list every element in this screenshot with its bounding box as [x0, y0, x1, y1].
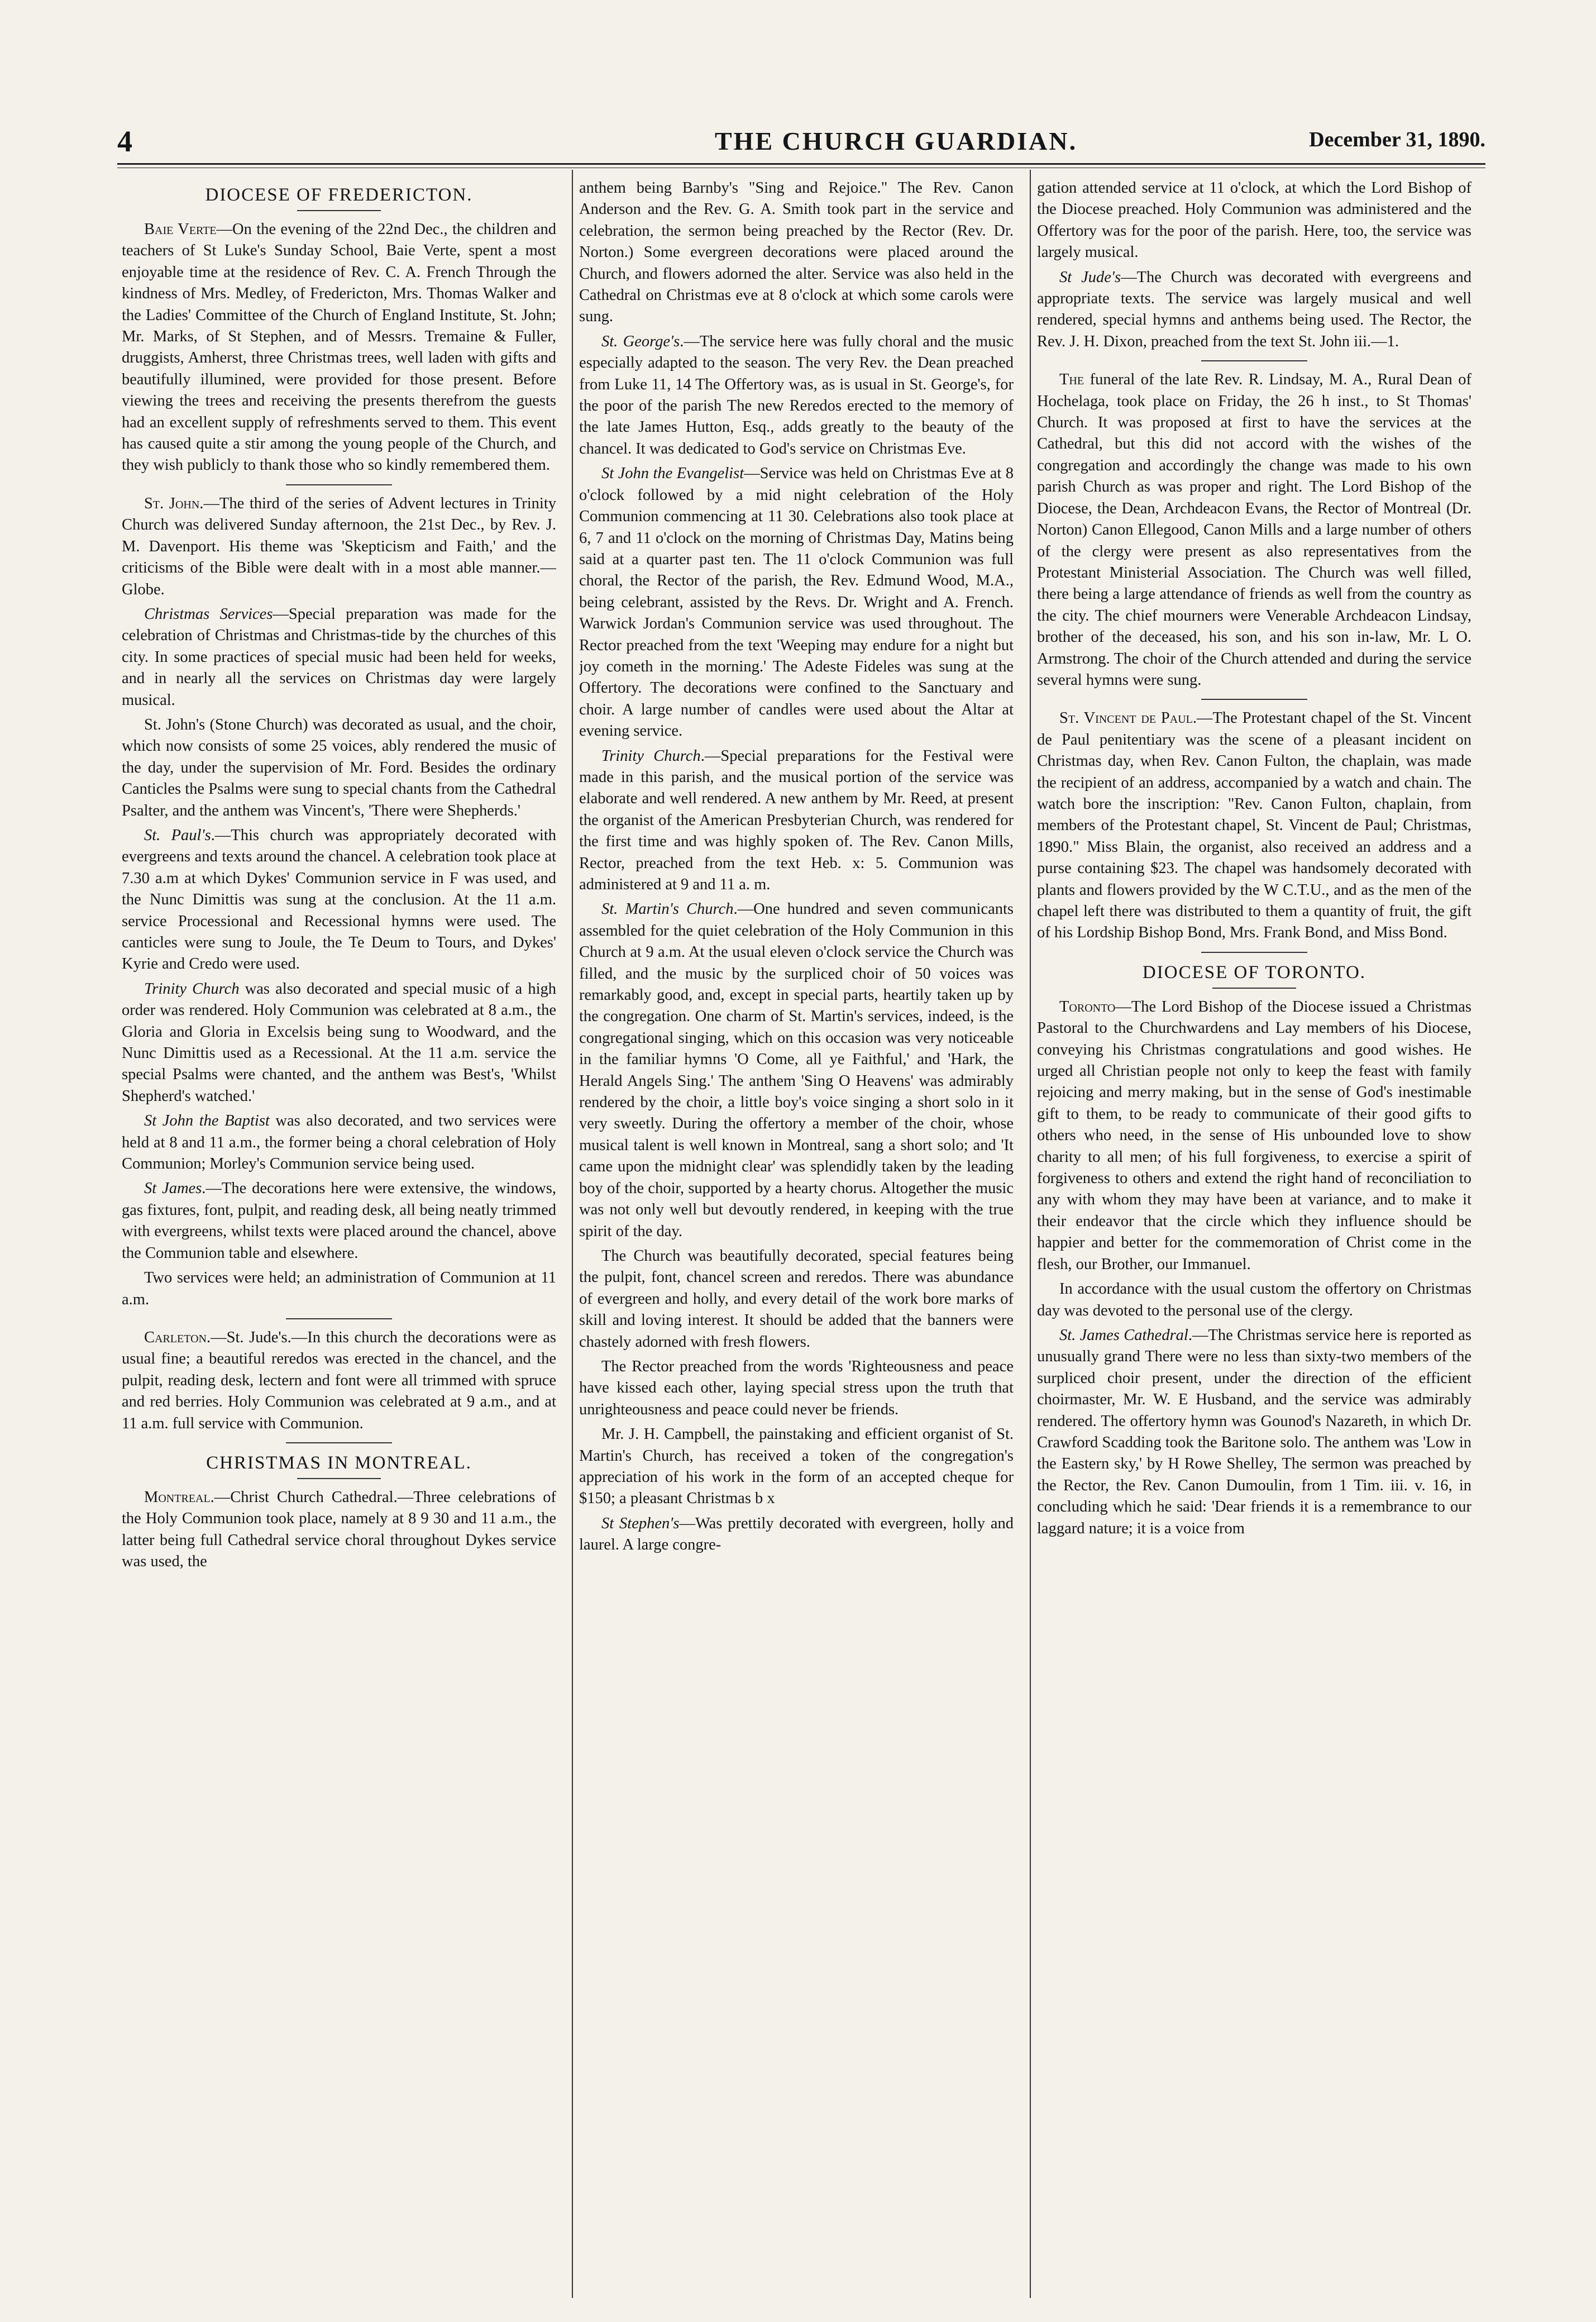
- article-paragraph: Carleton.—St. Jude's.—In this church the decorations were as usual fine; a beautiful reredos was erected in the chancel, and the pulpit, reading desk, lectern and font were all trimmed with spruce and red berries. Holy Communion was celebrated at 9 a.m., and at 11 a.m. full service with Communion.: [122, 1328, 556, 1432]
- article-separator: [1201, 360, 1307, 361]
- article-paragraph: The Rector preached from the words 'Righteousness and peace have kissed each other, laying special stress upon the truth that unrighteousness and peace could never be friends.: [579, 1357, 1014, 1418]
- article-paragraph: St. George's.—The service here was fully choral and the music especially adapted to the season. The very Rev. the Dean preached from Luke 11, 14 The Offertory was, as is usual in St. George's, for the poor of the parish The new Reredos erected to the memory of the late James Hutton, Esq., adds greatly to the beauty of the chancel. It was dedicated to God's service on Christmas Eve.: [579, 332, 1014, 457]
- article-separator: [286, 1442, 392, 1443]
- article-paragraph: St Stephen's—Was prettily decorated with evergreen, holly and laurel. A large congre-: [579, 1514, 1014, 1554]
- heading-separator: [297, 210, 381, 211]
- page-number: 4: [117, 125, 132, 158]
- article-paragraph: Trinity Church was also decorated and special music of a high order was rendered. Holy Communion was celebrated at 8 a.m., the Gloria and Gloria in Excelsis being sung to Woodward, and the Nunc Dimittis used as a Recessional. At the 11 a.m. service the special Psalms were chanted, and the anthem was Best's, 'Whilst Shepherd's watched.': [122, 980, 556, 1105]
- article-paragraph: St John the Baptist was also decorated, and two services were held at 8 and 11 a.m., the former being a choral celebration of Holy Communion; Morley's Communion service being used.: [122, 1112, 556, 1173]
- section-heading-fredericton: DIOCESE OF FREDERICTON.: [205, 185, 473, 205]
- article-paragraph: anthem being Barnby's "Sing and Rejoice." The Rev. Canon Anderson and the Rev. G. A. Smith took part in the service and celebration, the sermon being preached by the Rector (Rev. Dr. Norton.) Some evergreen decorations were placed around the Church, and flowers adorned the alter. Service was also held in the Cathedral on Christmas eve at 8 o'clock at which some carols were sung.: [579, 179, 1014, 326]
- newspaper-title: THE CHURCH GUARDIAN.: [715, 127, 1078, 155]
- article-paragraph: Montreal.—Christ Church Cathedral.—Three celebrations of the Holy Communion took place, namely at 8 9 30 and 11 a.m., the latter being full Cathedral service choral throughout Dykes service was used, the: [122, 1488, 556, 1571]
- article-separator: [286, 484, 392, 485]
- article-paragraph: Baie Verte—On the evening of the 22nd Dec., the children and teachers of St Luke's Sunday School, Baie Verte, spent a most enjoyable time at the residence of Rev. C. A. French Through the kindness of Mrs. Medley, of Fredericton, Mrs. Thomas Walker and the Ladies' Committee of the Church of England Institute, St. John; Mr. Marks, of St Stephen, and of Messrs. Tremaine & Fuller, druggists, Amherst, three Christmas trees, well laden with gifts and beautifully illumined, were provided for those present. Before viewing the trees and receiving the presents therefrom the guests had an excellent supply of refreshments served to them. This event has caused quite a stir among the young people of the Church, and they wish publicly to thank those who so kindly remembered them.: [122, 221, 556, 474]
- article-paragraph: In accordance with the usual custom the offertory on Christmas day was devoted to the personal use of the clergy.: [1037, 1280, 1471, 1319]
- masthead-rule: [117, 163, 1485, 165]
- article-paragraph: St Jude's—The Church was decorated with evergreens and appropriate texts. The service was largely musical and well rendered, special hymns and anthems being used. The Rector, the Rev. J. H. Dixon, preached from the text St. John iii.—1.: [1037, 268, 1471, 350]
- article-paragraph: The Church was beautifully decorated, special features being the pulpit, font, chancel screen and reredos. There was abundance of evergreen and holly, and every detail of the work bore marks of skill and loving interest. It should be added that the banners were chastely adorned with fresh flowers.: [579, 1247, 1014, 1351]
- article-paragraph: St. Martin's Church.—One hundred and seven communicants assembled for the quiet celebration of the Holy Communion in this Church at 9 a.m. At the usual eleven o'clock service the Church was filled, and the music by the surpliced choir of 50 voices was remarkably good, and, except in special parts, heartily taken up by the congregation. One charm of St. Martin's services, indeed, is the congregational singing, which on this occasion was very noticeable in the familiar hymns 'O Come, all ye Faithful,' and 'Hark, the Herald Angels Sing.' The anthem 'Sing O Heavens' was admirably rendered by the choir, a little boy's voice singing a short solo in it very sweetly. During the offertory a member of the choir, whose musical talent is well known in Montreal, sang a short solo; and 'It came upon the midnight clear' was splendidly taken by the leading boy of the choir, supported by a hearty chorus. Altogether the music was not only well but devoutly rendered, in keeping with the true spirit of the day.: [579, 900, 1014, 1240]
- article-paragraph: St James.—The decorations here were extensive, the windows, gas fixtures, font, pulpit, and reading desk, all being neatly trimmed with evergreens, whilst texts were placed around the chancel, above the Communion table and elsewhere.: [122, 1180, 556, 1262]
- article-paragraph: Two services were held; an administration of Communion at 11 a.m.: [122, 1269, 556, 1308]
- article-paragraph: St. John.—The third of the series of Advent lectures in Trinity Church was delivered Sunday afternoon, the 21st Dec., by Rev. J. M. Davenport. His theme was 'Skepticism and Faith,' and the criticisms of the Bible were dealt with in a most able manner.—Globe.: [122, 494, 556, 598]
- article-paragraph: The funeral of the late Rev. R. Lindsay, M. A., Rural Dean of Hochelaga, took place on Friday, the 26 h inst., to St Thomas' Church. It was proposed at first to have the services at the Cathedral, but this did not accord with the wishes of the congregation and accordingly the change was made to his own parish Church as was proper and right. The Lord Bishop of the Diocese, the Dean, Archdeacon Evans, the Rector of Montreal (Dr. Norton) Canon Ellegood, Canon Mills and a large number of others of the clergy were present as also representatives from the Protestant Ministerial Association. The Church was well filled, there being a large attendance of friends as well from the country as the city. The chief mourners were Venerable Archdeacon Lindsay, brother of the deceased, his son, and his son in-law, Mr. L O. Armstrong. The choir of the Church attended and during the service several hymns were sung.: [1037, 371, 1471, 689]
- article-paragraph: St. Paul's.—This church was appropriately decorated with evergreens and texts around the chancel. A celebration took place at 7.30 a.m at which Dykes' Communion service in F was used, and the Nunc Dimittis was sung at the conclusion. At the 11 a.m. service Processional and Recessional hymns were used. The canticles were sung to Joule, the Te Deum to Tours, and Dykes' Kyrie and Credo were used.: [122, 826, 556, 973]
- issue-date: December 31, 1890.: [1309, 128, 1485, 151]
- heading-separator: [297, 1478, 381, 1479]
- article-separator: [1201, 952, 1307, 953]
- column-1: [122, 178, 556, 2295]
- article-paragraph: St. John's (Stone Church) was decorated as usual, and the choir, which now consists of some 25 voices, ably rendered the music of the day, under the supervision of Mr. Ford. Besides the ordinary Canticles the Psalms were sung to special chants from the Cathedral Psalter, and the anthem was Vincent's, 'There were Shepherds.': [122, 716, 556, 819]
- article-paragraph: Toronto—The Lord Bishop of the Diocese issued a Christmas Pastoral to the Churchwardens and Lay members of his Diocese, conveying his Christmas congratulations and good wishes. He urged all Christian people not only to keep the feast with family rejoicing and merry making, but in the sense of God's inestimable gift to them, to be ready to communicate of their good gifts to others who need, in the sense of His unbounded love to show charity to all men; of his full forgiveness, to exercise a spirit of forgiveness to others and extend the right hand of reconciliation to any with whom they may have been at variance, and to make it their endeavor that the circle which they influence should be happier and better for the commemoration of Christ come in the flesh, our Brother, our Immanuel.: [1037, 998, 1471, 1273]
- section-heading-toronto: DIOCESE OF TORONTO.: [1142, 962, 1366, 983]
- article-paragraph: Trinity Church.—Special preparations for the Festival were made in this parish, and the musical portion of the service was elaborate and well rendered. A new anthem by Mr. Reed, at present the organist of the American Presbyterian Church, was rendered for the first time and was highly spoken of. The Rev. Canon Mills, Rector, preached from the text Heb. x: 5. Communion was administered at 9 and 11 a. m.: [579, 747, 1014, 893]
- article-paragraph: Christmas Services—Special preparation was made for the celebration of Christmas and Christmas-tide by the churches of this city. In some practices of special music had been held for weeks, and in nearly all the services on Christmas day were largely musical.: [122, 605, 556, 709]
- article-paragraph: Mr. J. H. Campbell, the painstaking and efficient organist of St. Martin's Church, has received a token of the congregation's appreciation of his work in the form of an accepted cheque for $150; a pleasant Christmas b x: [579, 1425, 1014, 1508]
- column-divider: [1030, 170, 1031, 2298]
- article-paragraph: St. Vincent de Paul.—The Protestant chapel of the St. Vincent de Paul penitentiary was the scene of a pleasant incident on Christmas day, when Rev. Canon Fulton, the chaplain, was made the recipient of an address, accompanied by a watch and chain. The watch bore the inscription: "Rev. Canon Fulton, chaplain, from members of the Protestant chapel, St. Vincent de Paul; Christmas, 1890." Miss Blain, the organist, also received an address and a purse containing $23. The chapel was handsomely decorated with plants and flowers provided by the W C.T.U., and as the men of the chapel left there was distributed to them a quantity of fruit, the gift of his Lordship Bishop Bond, Mrs. Frank Bond, and Miss Bond.: [1037, 709, 1471, 942]
- article-separator: [286, 1318, 392, 1319]
- article-separator: [1201, 699, 1307, 700]
- section-heading-montreal: CHRISTMAS IN MONTREAL.: [206, 1452, 472, 1473]
- article-paragraph: St John the Evangelist—Service was held on Christmas Eve at 8 o'clock followed by a mid night celebration of the Holy Communion commencing at 11 30. Celebrations also took place at 6, 7 and 11 o'clock on the morning of Christmas Day, Matins being said at a quarter past ten. The 11 o'clock Communion was full choral, the Rector of the parish, the Rev. Edmund Wood, M.A., being celebrant, assisted by the Revs. Dr. Wright and A. French. Warwick Jordan's Communion service was used throughout. The Rector preached from the text 'Weeping may endure for a night but joy cometh in the morning.' The Adeste Fideles was sung at the Offertory. The decorations were confined to the Sanctuary and choir. A large number of candles were used about the Altar at evening service.: [579, 465, 1014, 740]
- column-divider: [572, 170, 573, 2298]
- article-paragraph: St. James Cathedral.—The Christmas service here is reported as unusually grand There were no less than sixty-two members of the surpliced choir present, under the direction of the efficient choirmaster, Mr. W. E Husband, and the service was admirably rendered. The offertory hymn was Gounod's Nazareth, in which Dr. Crawford Scadding took the Baritone solo. The anthem was 'Low in the Eastern sky,' by H Rowe Shelley, The sermon was preached by the Rector, the Rev. Canon Dumoulin, from 1 Tim. iii. v. 16, in concluding which he said: 'Dear friends it is a remembrance to our laggard nature; it is a voice from: [1037, 1326, 1471, 1537]
- masthead: [117, 124, 1485, 156]
- column-3: [1037, 178, 1471, 2295]
- column-2: [579, 178, 1014, 2295]
- heading-separator: [1212, 988, 1296, 989]
- article-paragraph: gation attended service at 11 o'clock, at which the Lord Bishop of the Diocese preached. Holy Communion was administered and the Offertory was for the poor of the parish. Here, too, the service was largely musical.: [1037, 179, 1471, 261]
